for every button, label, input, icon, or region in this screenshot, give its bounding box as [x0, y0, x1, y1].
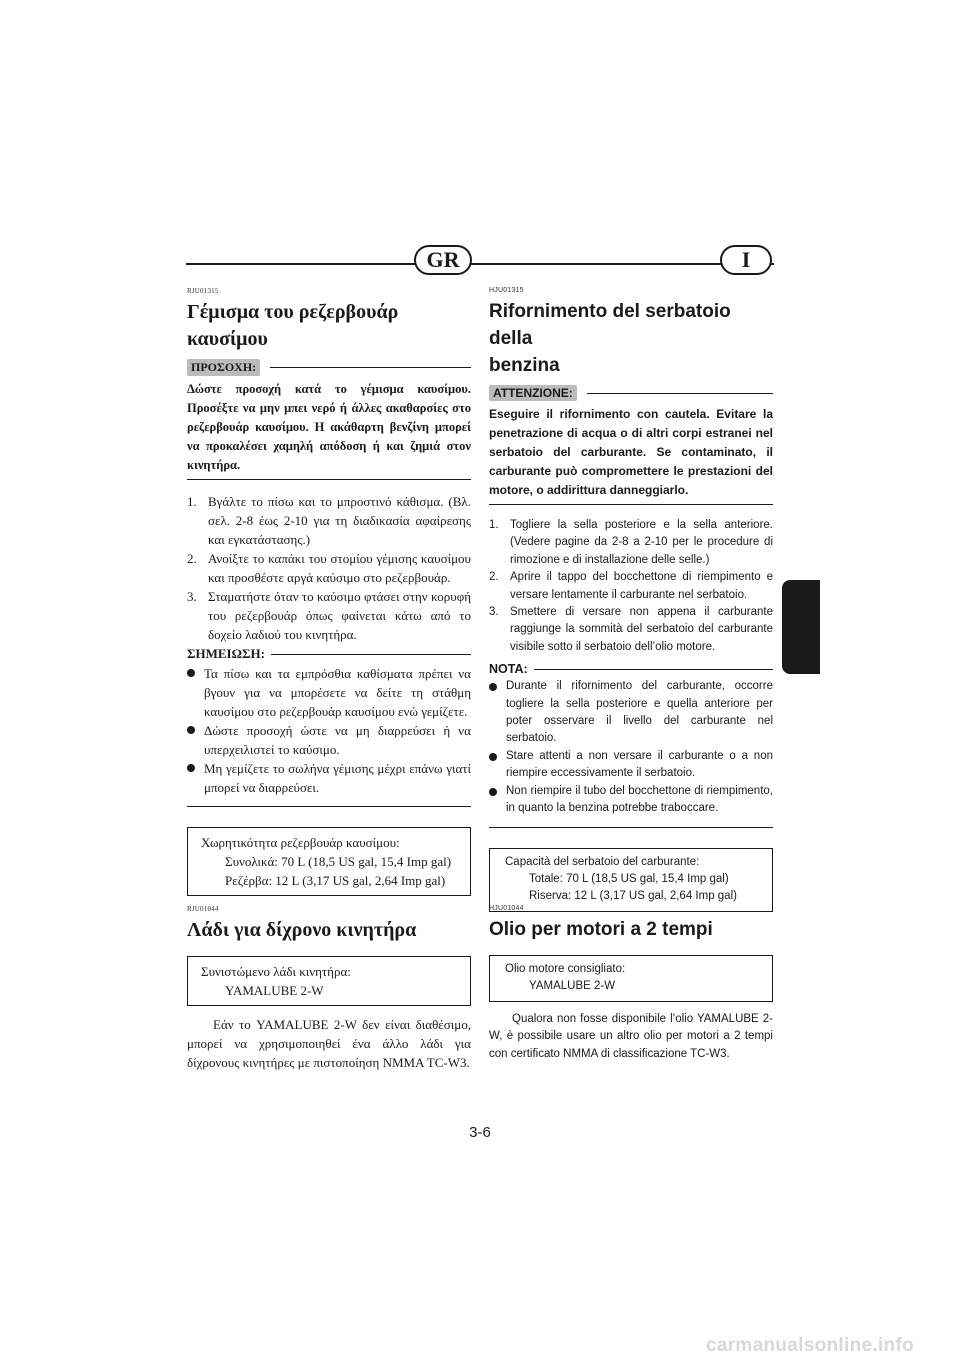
note-bullet-item — [187, 759, 471, 797]
note-label: ΣΗΜΕΙΩΣΗ: — [187, 646, 265, 661]
bullet-text: Δώστε προσοχή ώστε να μη διαρρεύσει ή να υπερχειλιστεί το καύσιμο. — [204, 723, 471, 757]
section-title-line1: Γέμισμα του ρεζερβουάρ — [187, 301, 399, 323]
steps-list — [489, 517, 773, 656]
bullet-text: Durante il rifornimento del carburante, occorre togliere la sella posteriore e quella anteriore per poter osservare il livello del carburante nel serbatoio. — [506, 680, 773, 745]
bullet-icon — [489, 788, 497, 796]
note-bullet-item — [187, 721, 471, 759]
caution-label: ATTENZIONE: — [489, 385, 577, 401]
step-item — [489, 569, 773, 604]
section-fuel-it — [489, 287, 773, 912]
oil-paragraph: Qualora non fosse disponibile l’olio YAMALUBE 2-W, è possibile usare un altro olio per motori a 2 tempi con certificato NMMA di classificazione TC-W3. — [489, 1012, 773, 1060]
step-item — [187, 549, 471, 587]
bullet-icon — [187, 764, 195, 772]
caution-rule — [587, 393, 773, 394]
step-text: Ανοίξτε το καπάκι του στομίου γέμισης καυσίμου και προσθέστε αργά καύσιμο στο ρεζερβουάρ. — [208, 551, 471, 585]
language-badge-i: I — [720, 245, 772, 275]
capacity-title: Χωρητικότητα ρεζερβουάρ καυσίμου: — [201, 835, 400, 850]
step-number: 3. — [187, 589, 197, 604]
step-number: 2. — [187, 551, 197, 566]
language-badge-gr: GR — [414, 245, 472, 275]
bullet-icon — [187, 669, 195, 677]
note-bullets — [489, 678, 773, 817]
caution-header — [489, 385, 773, 401]
caution-label: ΠΡΟΣΟΧΗ: — [187, 359, 260, 376]
step-text: Togliere la sella posteriore e la sella anteriore. (Vedere pagine da 2-8 a 2-10 per le procedure di rimozione e di installazione delle selle.) — [510, 519, 773, 566]
oil-recommendation-box — [489, 955, 773, 1002]
step-text: Βγάλτε το πίσω και το μπροστινό κάθισμα. (Βλ. σελ. 2-8 έως 2-10 για τη διαδικασία αφαίρεσης και εγκατάστασης.) — [208, 494, 471, 547]
step-text: Σταματήστε όταν το καύσιμο φτάσει στην κορυφή του ρεζερβουάρ όπως φαίνεται κάτω από το δοχείο λαδιού του κινητήρα. — [208, 589, 471, 642]
oil-box-title: Συνιστώμενο λάδι κινητήρα: — [201, 964, 351, 979]
oil-box-title: Olio motore consigliato: — [505, 963, 626, 975]
section-title-line2: καυσίμου — [187, 328, 268, 350]
caution-text: Δώστε προσοχή κατά το γέμισμα καυσίμου. Προσέξτε να μην μπει νερό ή άλλες ακαθαρσίες στο ρεζερβουάρ καυσίμου. Η ακάθαρτη βενζίνη μπορεί να προκαλέσει χαμηλή απόδοση ή και ζημιά στον κινητήρα. — [187, 380, 471, 480]
note-end-rule — [489, 827, 773, 828]
capacity-reserve: Riserva: 12 L (3,17 US gal, 2,64 Imp gal) — [529, 890, 737, 903]
note-end-rule — [187, 806, 471, 807]
capacity-total: Συνολικά: 70 L (18,5 US gal, 15,4 Imp gal) — [225, 854, 452, 869]
note-header — [489, 662, 773, 676]
page-number: 3-6 — [469, 1124, 491, 1141]
fuel-capacity-box — [489, 848, 773, 912]
note-bullet-item — [489, 678, 773, 748]
oil-box-value: YAMALUBE 2-W — [529, 980, 616, 993]
bullet-text: Μη γεμίζετε το σωλήνα γέμισης μέχρι επάνω γιατί μπορεί να διαρρεύσει. — [204, 761, 471, 795]
section-code: RJU01044 — [187, 905, 219, 913]
bullet-icon — [489, 753, 497, 761]
bullet-icon — [489, 683, 497, 691]
note-rule — [271, 654, 471, 655]
step-number: 1. — [187, 494, 197, 509]
oil-recommendation-box — [187, 956, 471, 1006]
caution-header — [187, 359, 471, 376]
section-title: Λάδι για δίχρονο κινητήρα — [187, 919, 417, 941]
step-item — [187, 492, 471, 549]
capacity-title: Capacità del serbatoio del carburante: — [505, 855, 700, 868]
note-bullet-item — [187, 664, 471, 721]
step-number: 2. — [489, 571, 499, 584]
step-text: Smettere di versare non appena il carburante raggiunge la sommità del serbatoio del carburante visibile sotto il serbatoio dell’olio motore. — [510, 606, 773, 653]
oil-paragraph: Εάν το YAMALUBE 2-W δεν είναι διαθέσιμο, μπορεί να χρησιμοποιηθεί ένα άλλο λάδι για δίχρονους κινητήρες με πιστοποίηση NMMA TC-W3. — [187, 1017, 471, 1070]
section-fuel-gr — [187, 287, 471, 896]
step-item — [489, 604, 773, 656]
note-bullets — [187, 664, 471, 797]
step-number: 1. — [489, 519, 499, 531]
oil-box-value: YAMALUBE 2-W — [225, 983, 324, 998]
header-rule — [186, 263, 774, 265]
watermark: carmanualsonline.info — [706, 1335, 914, 1356]
chapter-tab-marker — [782, 580, 820, 674]
caution-rule — [270, 367, 471, 368]
note-bullet-item — [489, 783, 773, 818]
section-code: RJU01315 — [187, 287, 219, 295]
section-title-line1: Rifornimento del serbatoio della — [489, 301, 731, 349]
note-label: NOTA: — [489, 662, 528, 677]
note-header — [187, 646, 471, 662]
note-rule — [534, 669, 773, 670]
step-item — [187, 587, 471, 644]
section-oil-gr — [187, 905, 471, 1072]
step-text: Aprire il tappo del bocchettone di riempimento e versare lentamente il carburante nel serbatoio. — [510, 571, 773, 601]
column-italian — [489, 287, 773, 1060]
bullet-text: Τα πίσω και τα εμπρόσθια καθίσματα πρέπει να βγουν για να μπορέσετε να δείτε τη στάθμη καυσίμου στο ρεζερβουάρ καυσίμου ενώ γεμίζετε. — [204, 666, 471, 719]
section-title — [187, 299, 471, 353]
bullet-text: Non riempire il tubo del bocchettone di riempimento, in quanto la benzina potrebbe traboccare. — [506, 784, 773, 815]
section-code: HJU01315 — [489, 287, 524, 294]
note-bullet-item — [489, 748, 773, 783]
bullet-icon — [187, 726, 195, 734]
fuel-capacity-box — [187, 827, 471, 896]
step-item — [489, 517, 773, 569]
section-title — [489, 298, 773, 379]
bullet-text: Stare attenti a non versare il carburante o a non riempire eccessivamente il serbatoio. — [506, 749, 773, 780]
column-greek — [187, 287, 471, 1070]
section-oil-it — [489, 905, 773, 1063]
steps-list — [187, 492, 471, 644]
section-title-line2: benzina — [489, 355, 560, 376]
capacity-reserve: Ρεζέρβα: 12 L (3,17 US gal, 2,64 Imp gal) — [225, 873, 446, 888]
section-code: HJU01044 — [489, 905, 524, 912]
caution-text: Eseguire il rifornimento con cautela. Evitare la penetrazione di acqua o di altri corpi estranei nel serbatoio del carburante. Se contaminato, il carburante può compromettere le prestazioni del motore, o addirittura danneggiarlo. — [489, 405, 773, 505]
step-number: 3. — [489, 606, 499, 619]
section-title: Olio per motori a 2 tempi — [489, 919, 713, 940]
capacity-total: Totale: 70 L (18,5 US gal, 15,4 Imp gal) — [529, 872, 729, 885]
